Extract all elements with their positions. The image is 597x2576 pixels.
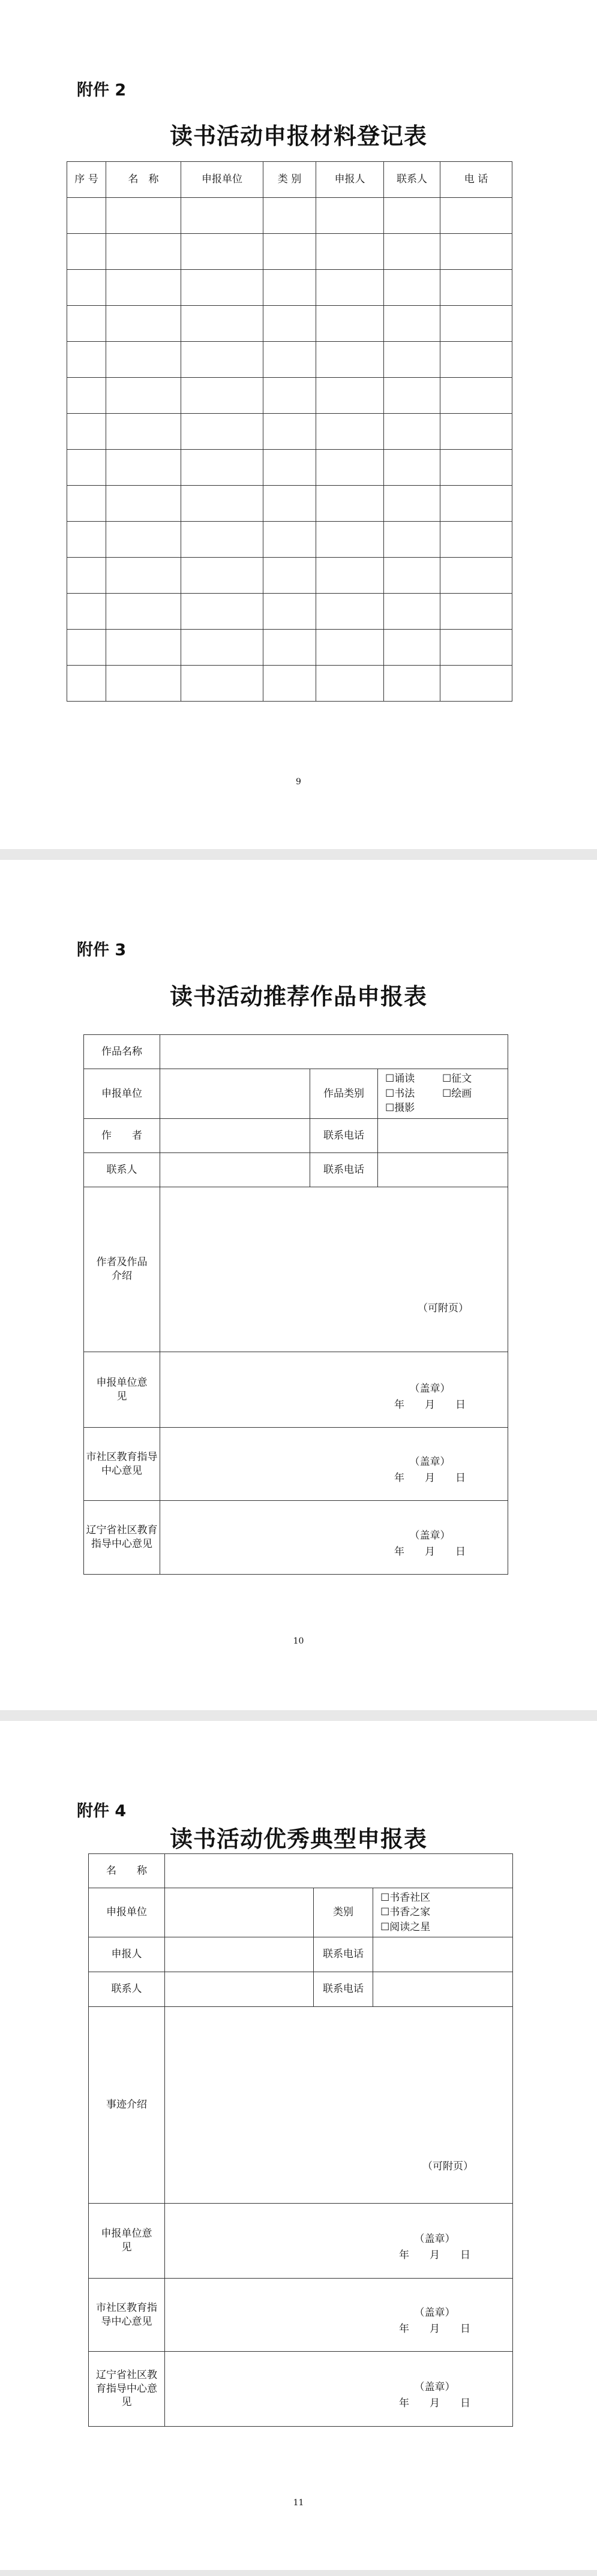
table-cell[interactable] — [181, 630, 263, 666]
table-cell[interactable] — [67, 234, 106, 270]
table-cell[interactable] — [106, 594, 181, 630]
table-cell[interactable] — [263, 522, 316, 558]
label-applicant: 申报人 — [89, 1937, 165, 1972]
deeds-field[interactable] — [165, 2007, 513, 2204]
table-cell[interactable] — [263, 486, 316, 522]
attachment-label: 附件 3 — [77, 941, 127, 959]
table-cell[interactable] — [316, 450, 384, 486]
category-options — [378, 1069, 508, 1119]
table-cell[interactable] — [316, 378, 384, 414]
table-cell[interactable] — [106, 558, 181, 594]
table-cell[interactable] — [440, 414, 512, 450]
page-1 — [0, 0, 597, 849]
table-cell[interactable] — [181, 486, 263, 522]
table-cell[interactable] — [440, 450, 512, 486]
table-cell[interactable] — [67, 306, 106, 342]
table-cell[interactable] — [67, 486, 106, 522]
table-cell[interactable] — [316, 558, 384, 594]
table-cell[interactable] — [384, 558, 440, 594]
attach-note: （可附页） — [418, 1302, 469, 1314]
table-cell[interactable] — [67, 630, 106, 666]
label-category: 作品类别 — [310, 1069, 378, 1119]
table-cell[interactable] — [263, 414, 316, 450]
table-row — [67, 234, 512, 270]
table-cell[interactable] — [106, 486, 181, 522]
table-cell[interactable] — [67, 414, 106, 450]
table-cell[interactable] — [384, 486, 440, 522]
label-unit-opinion: 申报单位意见 — [89, 2204, 165, 2279]
table-cell[interactable] — [384, 630, 440, 666]
label-city-opinion: 市社区教育指导中心意见 — [89, 2279, 165, 2352]
attach-note: （可附页） — [422, 2160, 474, 2172]
table-cell[interactable] — [106, 414, 181, 450]
option-recitation[interactable]: ☐诵读 — [385, 1073, 415, 1085]
table-row — [67, 414, 512, 450]
table-cell[interactable] — [440, 234, 512, 270]
header-category: 类 别 — [263, 162, 316, 198]
page-number: 9 — [296, 777, 301, 787]
table-cell[interactable] — [106, 666, 181, 702]
table-cell[interactable] — [67, 198, 106, 234]
table-cell[interactable] — [384, 450, 440, 486]
date-line: 年 月 日 — [399, 2397, 471, 2410]
table-row — [67, 270, 512, 306]
table-row — [67, 666, 512, 702]
table-cell[interactable] — [67, 522, 106, 558]
table-row — [67, 306, 512, 342]
table-cell[interactable] — [440, 306, 512, 342]
table-cell[interactable] — [67, 450, 106, 486]
table-cell[interactable] — [440, 342, 512, 378]
seal-note — [394, 1528, 466, 1560]
option-photography[interactable]: ☐摄影 — [385, 1102, 415, 1115]
table-cell[interactable] — [263, 234, 316, 270]
table-cell[interactable] — [181, 666, 263, 702]
table-row — [67, 522, 512, 558]
table-cell[interactable] — [440, 270, 512, 306]
table-cell[interactable] — [440, 594, 512, 630]
table-cell[interactable] — [263, 306, 316, 342]
contact-phone-field[interactable] — [373, 1972, 513, 2007]
table-cell[interactable] — [440, 198, 512, 234]
registration-table — [67, 161, 512, 702]
table-cell[interactable] — [181, 198, 263, 234]
table-cell[interactable] — [440, 378, 512, 414]
table-cell[interactable] — [316, 198, 384, 234]
table-row — [67, 630, 512, 666]
city-opinion-field[interactable] — [160, 1428, 508, 1501]
unit-field[interactable] — [165, 1888, 314, 1937]
page-2 — [0, 860, 597, 1710]
table-row — [67, 342, 512, 378]
seal-text: （盖章） — [409, 1456, 451, 1468]
table-cell[interactable] — [263, 666, 316, 702]
table-cell[interactable] — [181, 522, 263, 558]
date-line: 年 月 日 — [394, 1546, 466, 1558]
table-cell[interactable] — [106, 378, 181, 414]
label-province-opinion: 辽宁省社区教育指导中心意见 — [84, 1501, 160, 1575]
table-cell[interactable] — [106, 270, 181, 306]
seal-text: （盖章） — [414, 2381, 455, 2393]
table-cell[interactable] — [67, 558, 106, 594]
table-cell[interactable] — [316, 666, 384, 702]
table-cell[interactable] — [440, 486, 512, 522]
table-row — [67, 594, 512, 630]
table-cell[interactable] — [263, 378, 316, 414]
header-index: 序 号 — [67, 162, 106, 198]
table-cell[interactable] — [181, 378, 263, 414]
table-row — [67, 486, 512, 522]
table-cell[interactable] — [181, 234, 263, 270]
option-scholarly-community[interactable]: ☐书香社区 — [380, 1891, 431, 1904]
table-row — [67, 378, 512, 414]
label-contact-phone: 联系电话 — [310, 1153, 378, 1187]
table-cell[interactable] — [384, 234, 440, 270]
label-category: 类别 — [314, 1888, 373, 1937]
seal-note — [394, 1381, 466, 1413]
label-contact: 联系人 — [84, 1153, 160, 1187]
table-cell[interactable] — [384, 270, 440, 306]
seal-note — [399, 2231, 470, 2264]
label-work-name: 作品名称 — [84, 1035, 160, 1069]
model-application-form — [88, 1853, 513, 2427]
label-unit-opinion: 申报单位意见 — [84, 1352, 160, 1428]
unit-opinion-field[interactable] — [160, 1352, 508, 1428]
attachment-label: 附件 2 — [77, 81, 127, 100]
table-cell[interactable] — [106, 234, 181, 270]
name-field[interactable] — [165, 1854, 513, 1888]
city-opinion-field[interactable] — [165, 2279, 513, 2352]
table-cell[interactable] — [67, 342, 106, 378]
table-cell[interactable] — [263, 558, 316, 594]
seal-note — [399, 2305, 470, 2337]
table-cell[interactable] — [384, 414, 440, 450]
contact-field[interactable] — [165, 1972, 314, 2007]
table-row — [67, 558, 512, 594]
option-scholarly-family[interactable]: ☐书香之家 — [380, 1906, 431, 1919]
label-deeds: 事迹介绍 — [89, 2007, 165, 2204]
contact-phone-field[interactable] — [378, 1153, 508, 1187]
work-application-form — [83, 1034, 508, 1575]
label-phone: 联系电话 — [314, 1937, 373, 1972]
label-name: 名 称 — [89, 1854, 165, 1888]
table-cell[interactable] — [106, 450, 181, 486]
applicant-field[interactable] — [165, 1937, 314, 1972]
label-unit: 申报单位 — [89, 1888, 165, 1937]
header-contact: 联系人 — [384, 162, 440, 198]
table-cell[interactable] — [181, 594, 263, 630]
label-phone: 联系电话 — [310, 1119, 378, 1153]
table-cell[interactable] — [181, 414, 263, 450]
attachment-label: 附件 4 — [77, 1802, 127, 1820]
table-cell[interactable] — [181, 306, 263, 342]
province-opinion-field[interactable] — [165, 2352, 513, 2427]
table-cell[interactable] — [316, 270, 384, 306]
date-line: 年 月 日 — [394, 1472, 466, 1485]
header-name: 名 称 — [106, 162, 181, 198]
table-cell[interactable] — [440, 630, 512, 666]
option-painting[interactable]: ☐绘画 — [442, 1087, 472, 1100]
header-phone: 电 话 — [440, 162, 512, 198]
table-cell[interactable] — [316, 306, 384, 342]
date-line: 年 月 日 — [394, 1399, 466, 1412]
table-cell[interactable] — [67, 666, 106, 702]
table-cell[interactable] — [384, 666, 440, 702]
table-cell[interactable] — [67, 378, 106, 414]
table-cell[interactable] — [106, 306, 181, 342]
table-cell[interactable] — [316, 630, 384, 666]
table-cell[interactable] — [181, 450, 263, 486]
table-cell[interactable] — [384, 594, 440, 630]
label-city-opinion: 市社区教育指导中心意见 — [84, 1428, 160, 1501]
unit-field[interactable] — [160, 1069, 310, 1119]
label-contact-phone: 联系电话 — [314, 1972, 373, 2007]
page-title: 读书活动推荐作品申报表 — [169, 983, 427, 1010]
page-number: 11 — [293, 2498, 304, 2508]
table-cell[interactable] — [316, 486, 384, 522]
seal-text: （盖章） — [414, 2233, 455, 2245]
table-cell[interactable] — [106, 342, 181, 378]
table-cell[interactable] — [263, 630, 316, 666]
page-number: 10 — [293, 1636, 304, 1646]
table-cell[interactable] — [263, 450, 316, 486]
table-cell[interactable] — [106, 522, 181, 558]
page-3 — [0, 1721, 597, 2570]
table-cell[interactable] — [440, 666, 512, 702]
table-cell[interactable] — [106, 198, 181, 234]
table-cell[interactable] — [384, 378, 440, 414]
intro-field[interactable] — [160, 1187, 508, 1352]
date-line: 年 月 日 — [399, 2249, 471, 2262]
option-essay[interactable]: ☐征文 — [442, 1073, 472, 1085]
table-cell[interactable] — [181, 270, 263, 306]
label-contact: 联系人 — [89, 1972, 165, 2007]
label-province-opinion: 辽宁省社区教育指导中心意见 — [89, 2352, 165, 2427]
option-calligraphy[interactable]: ☐书法 — [385, 1087, 415, 1100]
label-unit: 申报单位 — [84, 1069, 160, 1119]
table-cell[interactable] — [67, 594, 106, 630]
table-cell[interactable] — [263, 198, 316, 234]
date-line: 年 月 日 — [399, 2323, 471, 2336]
table-cell[interactable] — [181, 342, 263, 378]
category-options — [373, 1888, 513, 1937]
option-reading-star[interactable]: ☐阅读之星 — [380, 1921, 431, 1933]
table-row — [67, 198, 512, 234]
table-cell[interactable] — [106, 630, 181, 666]
table-cell[interactable] — [263, 270, 316, 306]
page-title: 读书活动申报材料登记表 — [169, 123, 427, 149]
seal-note — [399, 2379, 470, 2412]
page-title: 读书活动优秀典型申报表 — [169, 1826, 427, 1852]
table-cell[interactable] — [384, 522, 440, 558]
table-cell[interactable] — [67, 270, 106, 306]
table-cell[interactable] — [384, 306, 440, 342]
seal-text: （盖章） — [414, 2307, 455, 2319]
province-opinion-field[interactable] — [160, 1501, 508, 1575]
seal-text: （盖章） — [409, 1383, 451, 1395]
contact-field[interactable] — [160, 1153, 310, 1187]
label-author: 作 者 — [84, 1119, 160, 1153]
table-cell[interactable] — [384, 342, 440, 378]
seal-note — [394, 1454, 466, 1486]
table-row — [67, 450, 512, 486]
table-cell[interactable] — [440, 558, 512, 594]
table-cell[interactable] — [263, 342, 316, 378]
table-cell[interactable] — [384, 198, 440, 234]
seal-text: （盖章） — [409, 1530, 451, 1542]
header-applicant: 申报人 — [316, 162, 384, 198]
table-cell[interactable] — [316, 414, 384, 450]
phone-field[interactable] — [373, 1937, 513, 1972]
label-intro: 作者及作品介绍 — [84, 1187, 160, 1352]
phone-field[interactable] — [378, 1119, 508, 1153]
table-header-row — [67, 162, 512, 198]
table-cell[interactable] — [316, 522, 384, 558]
table-cell[interactable] — [316, 234, 384, 270]
table-cell[interactable] — [181, 558, 263, 594]
table-cell[interactable] — [316, 342, 384, 378]
header-unit: 申报单位 — [181, 162, 263, 198]
work-name-field[interactable] — [160, 1035, 508, 1069]
unit-opinion-field[interactable] — [165, 2204, 513, 2279]
table-cell[interactable] — [440, 522, 512, 558]
table-cell[interactable] — [263, 594, 316, 630]
author-field[interactable] — [160, 1119, 310, 1153]
table-cell[interactable] — [316, 594, 384, 630]
